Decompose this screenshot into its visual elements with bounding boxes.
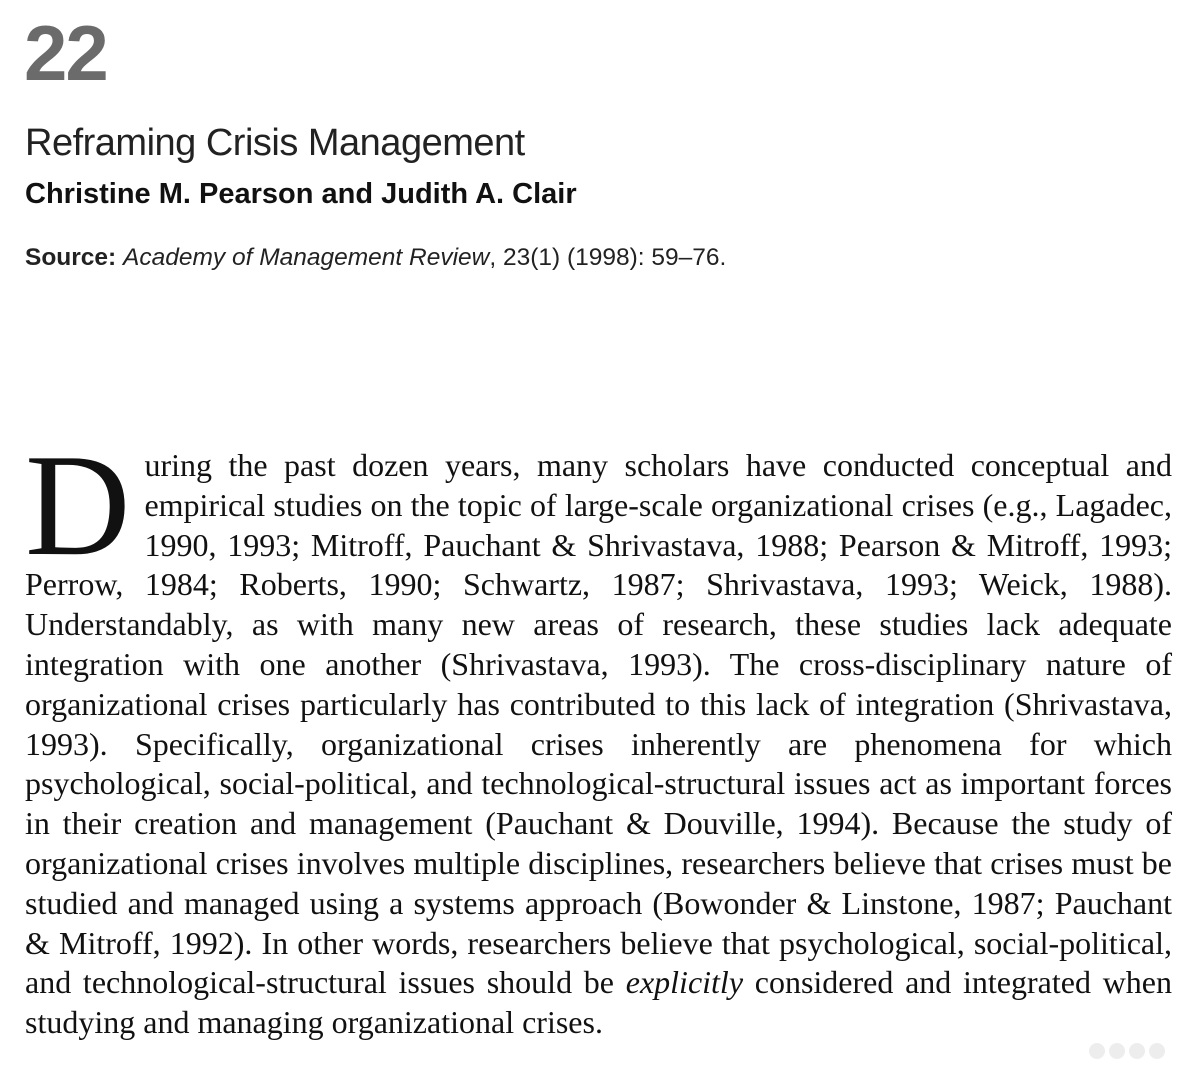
source-line: [25, 243, 726, 272]
watermark-dot-icon: [1089, 1043, 1105, 1059]
source-label: Source:: [25, 244, 117, 271]
watermark-dot-icon: [1109, 1043, 1125, 1059]
source-citation: , 23(1) (1998): 59–76.: [489, 244, 727, 271]
body-paragraph: [25, 424, 1173, 1043]
body-emphasis: explicitly: [625, 964, 744, 1001]
body-text-before-emphasis: uring the past dozen years, many scholars have conducted conceptual and empirical studies on the topic of large-scale organizational crises (e.g., Lagadec, 1990, 1993; Mitroff, Pauchant & Shrivastava, 1988; Pearson & Mitroff, 1993; Perrow, 1984; Roberts, 1990; Schwartz, 1987; Shrivastava, 1993; Weick, 1988). Understandably, as with many new areas of research, these studies lack adequate integration with one another (Shrivastava, 1993). The cross-disciplinary nature of organizational crises particularly has contributed to this lack of integration (Shrivastava, 1993). Specifically, organizational crises inherently are phenomena for which psychological, social-political, and technological-structural issues act as important forces in their creation and management (Pauchant & Douville, 1994). Because the study of organizational crises involves multiple disciplines, researchers believe that crises must be studied and managed using a systems approach (Bowonder & Linstone, 1987; Pauchant & Mitroff, 1992). In other words, researchers believe that psychological, social-political, and technological-structural issues should be: [25, 447, 1172, 1001]
watermark: [1089, 1040, 1184, 1062]
source-journal: Academy of Management Review: [123, 244, 490, 271]
drop-cap: D: [25, 424, 131, 586]
body-text-after-emphasis: considered and integrated when studying and managing organizational crises.: [25, 964, 1173, 1041]
watermark-dot-icon: [1129, 1043, 1145, 1059]
chapter-number: 22: [24, 9, 107, 97]
chapter-authors: Christine M. Pearson and Judith A. Clair: [25, 178, 577, 210]
watermark-dot-icon: [1149, 1043, 1165, 1059]
chapter-title: Reframing Crisis Management: [25, 122, 525, 164]
